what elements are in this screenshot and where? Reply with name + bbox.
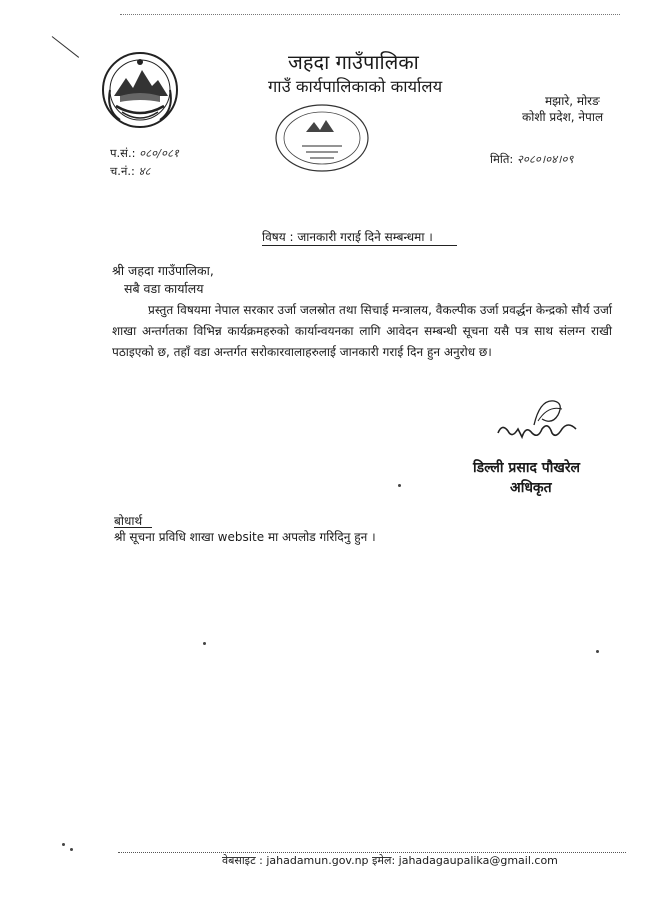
cc-label: बोधार्थ [114,514,143,528]
letter-date [490,152,573,167]
scan-speck [62,843,65,846]
footer-contact: वेबसाइट : jahadamun.gov.np इमेल: jahadagaupalika@gmail.com [222,854,558,867]
subject-underline [262,245,457,246]
signatory-title: अधिकृत [510,480,552,496]
ps-label: प.सं.: [110,146,136,160]
address-line-2: कोशी प्रदेश, नेपाल [522,110,604,124]
chn-label: च.नं.: [110,164,135,178]
letter-subject: विषय : जानकारी गराई दिने सम्बन्धमा । [262,230,433,244]
handwritten-signature [492,395,582,445]
scan-speck [70,848,73,851]
reference-number [110,146,179,161]
scan-mark [52,36,79,58]
chn-value: ४८ [138,164,151,178]
top-dotted-line [120,14,620,15]
recipient-line-1: श्री जहदा गाउँपालिका, [112,263,214,278]
signatory-name: डिल्ली प्रसाद पौखरेल [473,460,581,476]
date-label: मिति: [490,152,514,166]
recipient-line-2: सबै वडा कार्यालय [124,281,204,296]
ps-value: ०८०/०८१ [139,146,179,160]
scan-speck [203,642,206,645]
org-name: जहदा गाउँपालिका [288,50,419,74]
letter-body: प्रस्तुत विषयमा नेपाल सरकार उर्जा जलस्रोत तथा सिचाई मन्त्रालय, वैकल्पीक उर्जा प्रवर्द्धन केन्द्रको सौर्य उर्जा शाखा अन्तर्गतका विभिन्न कार्यक्रमहरुको कार्यान्वयनका लागि आवेदन सम्बन्धी सूचना यसै पत्र साथ संलग्न राखी पठाइएको छ, तहाँ वडा अन्तर्गत सरोकारवालाहरुलाई जानकारी गराई दिन हुन अनुरोध छ। [112,303,612,359]
scan-speck [596,650,599,653]
dispatch-number [110,164,151,179]
cc-text: श्री सूचना प्रविधि शाखा website मा अपलोड गरिदिनु हुन । [114,530,376,544]
office-stamp [272,102,372,174]
office-name: गाउँ कार्यपालिकाको कार्यालय [268,77,443,96]
date-value: २०८०।०४।०९ [516,152,574,166]
government-emblem-logo [100,50,180,130]
address-line-1: मझारे, मोरङ [545,94,600,108]
scan-speck [398,484,401,487]
